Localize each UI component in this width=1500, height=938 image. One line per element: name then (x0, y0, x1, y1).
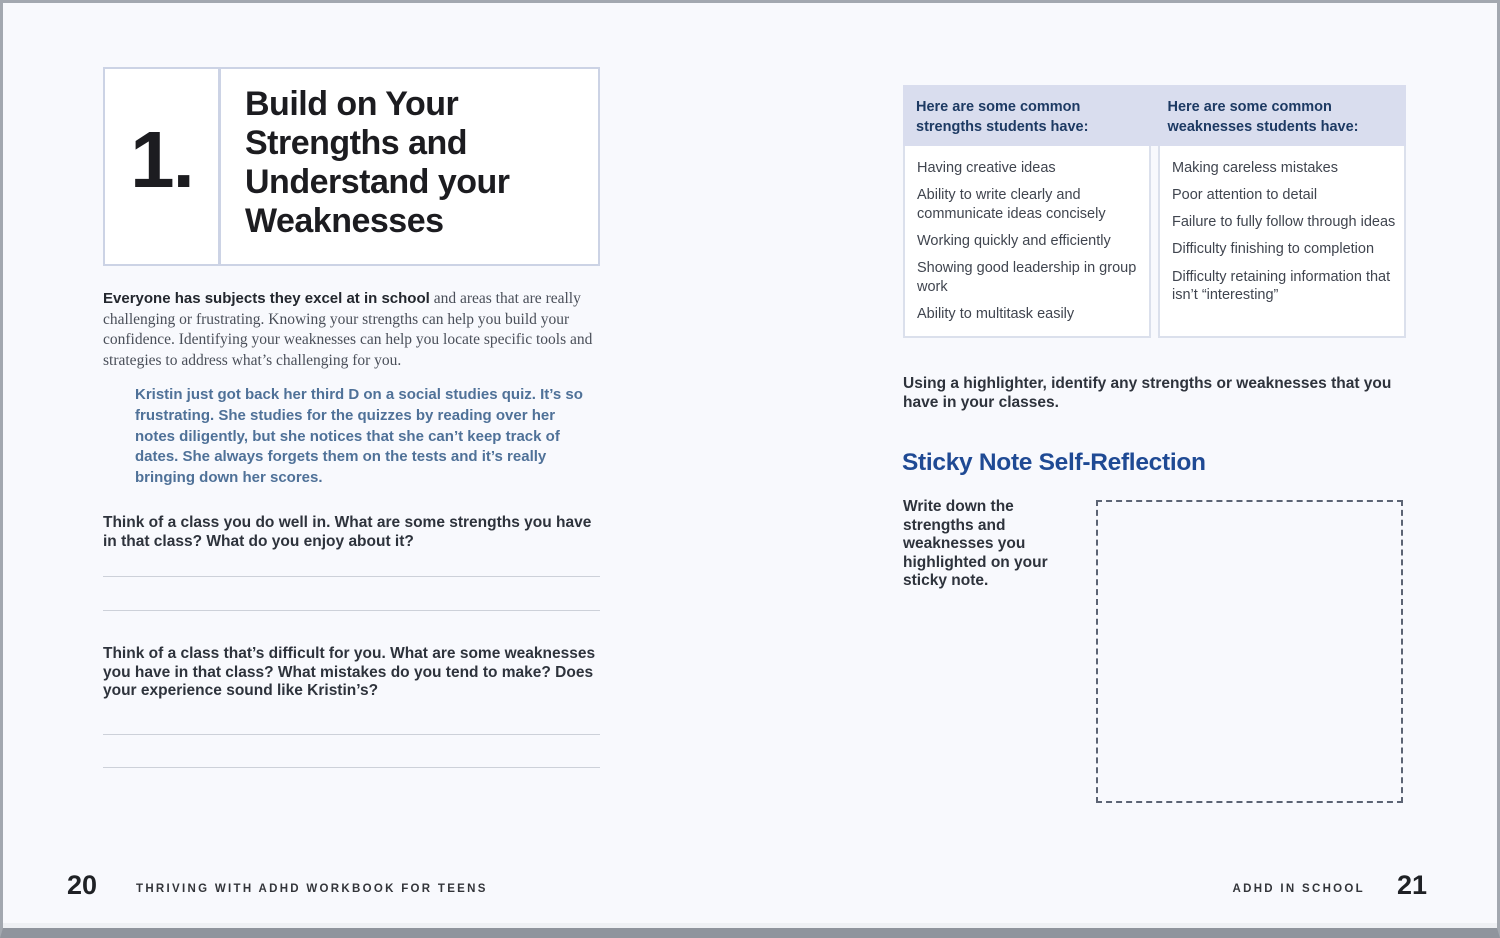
weaknesses-column-header: Here are some common weaknesses students have: (1167, 99, 1359, 135)
table-list-item: Working quickly and efficiently (917, 232, 1111, 249)
table-list-item: Difficulty finishing to completion (1172, 241, 1375, 258)
table-list-item: Poor attention to detail (1172, 186, 1318, 203)
question-strengths: Think of a class you do well in. What are some strengths you have in that class? What do you enjoy about it? (103, 514, 592, 550)
running-title-right: ADHD IN SCHOOL (1232, 883, 1365, 895)
table-header-row (903, 85, 1406, 146)
weaknesses-cell (1158, 146, 1406, 338)
highlighter-instruction: Using a highlighter, identify any strengths or weaknesses that you have in your classes. (903, 375, 1392, 411)
page-edge-highlight (3, 923, 1497, 928)
chapter-number: 1. (105, 69, 218, 264)
page-number-right: 21 (1396, 870, 1427, 900)
strengths-list (917, 159, 1141, 325)
intro-body-text: and areas that are really challenging or frustrating. Knowing your strengths can help you build your confidence. Identifying your weaknesses can help you locate specific tools and strategies to address what’s challenging for you. (103, 290, 593, 370)
table-list-item: Ability to multitask easily (917, 306, 1075, 323)
question-weaknesses: Think of a class that’s difficult for you. What are some weaknesses you have in that class? What mistakes do you tend to make? Does your experience sound like Kristin’s? (103, 645, 596, 699)
table-list-item: Failure to fully follow through ideas (1172, 214, 1396, 231)
running-title-left: THRIVING WITH ADHD WORKBOOK FOR TEENS (136, 883, 488, 895)
table-list-item: Making careless mistakes (1172, 159, 1338, 176)
section-heading: Sticky Note Self-Reflection (902, 449, 1206, 476)
kristin-vignette (135, 385, 587, 489)
strengths-cell (903, 146, 1151, 338)
table-list-item: Having creative ideas (917, 159, 1056, 176)
answer-line (103, 734, 600, 735)
strengths-weaknesses-table (903, 85, 1406, 338)
intro-lead-text: Everyone has subjects they excel at in school (103, 290, 430, 307)
answer-line (103, 576, 600, 577)
page-number-left: 20 (67, 870, 98, 900)
chapter-title: Build on Your Strengths and Understand your Weaknesses (221, 69, 598, 264)
table-list-item: Showing good leadership in group work (917, 260, 1137, 295)
answer-line (103, 767, 600, 768)
strengths-column-header: Here are some common strengths students have: (916, 99, 1089, 135)
chapter-header-box (103, 67, 600, 266)
kristin-story-text: just got back her third D on a social studies quiz. It’s so frustrating. She studies for the quizzes by reading over her notes diligently, but she notices that she can’t keep track of dates. She always forgets them on the tests and it’s really bringing down her scores. (135, 386, 583, 487)
kristin-name: Kristin (135, 386, 183, 403)
sticky-note-write-in-box (1096, 500, 1403, 803)
table-body-row (903, 146, 1406, 338)
table-list-item: Ability to write clearly and communicate ideas concisely (917, 186, 1106, 222)
weaknesses-list (1172, 159, 1396, 306)
answer-line (103, 610, 600, 611)
intro-paragraph (103, 289, 600, 372)
sticky-note-instruction: Write down the strengths and weaknesses you highlighted on your sticky note. (903, 498, 1048, 590)
table-list-item: Difficulty retaining information that isn’t “interesting” (1172, 268, 1391, 304)
